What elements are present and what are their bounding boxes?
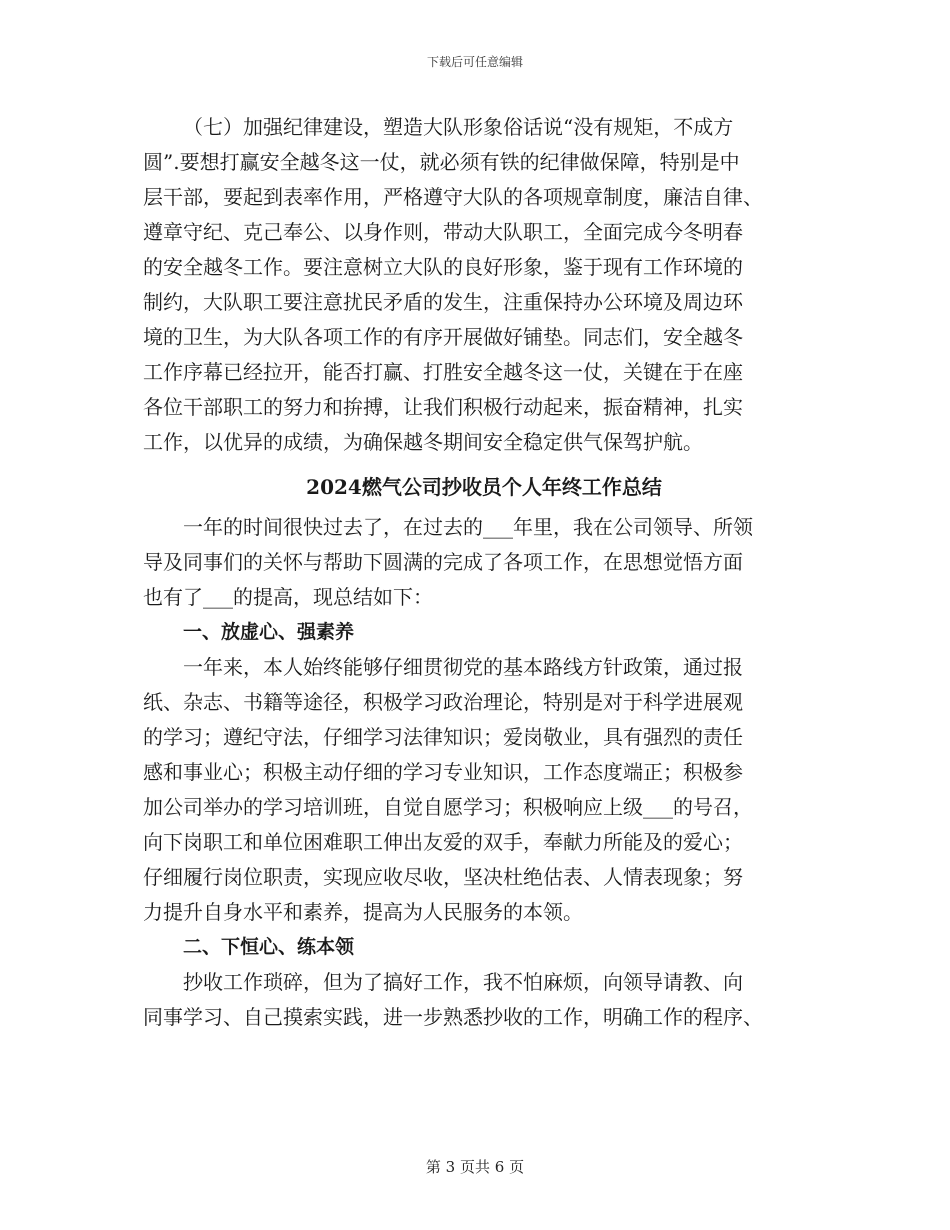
page-footer: 第 3 页共 6 页	[425, 1158, 525, 1176]
document-title: 2024燃气公司抄收员个人年终工作总结	[306, 475, 662, 499]
paragraph-line: 遵章守纪、克己奉公、以身作则，带动大队职工，全面完成今冬明春	[143, 220, 743, 244]
part-2-paragraph	[143, 965, 825, 1035]
paragraph-line: 一年来，本人始终能够仔细贯彻党的基本路线方针政策，通过报	[183, 655, 743, 679]
paragraph-line: 圆”.要想打赢安全越冬这一仗，就必须有铁的纪律做保障，特别是中	[143, 150, 740, 174]
paragraph-line: （七）加强纪律建设，塑造大队形象俗话说“没有规矩，不成方	[183, 115, 734, 139]
paragraph-line: 的安全越冬工作。要注意树立大队的良好形象，鉴于现有工作环境的	[143, 255, 743, 279]
paragraph-line: 境的卫生，为大队各项工作的有序开展做好铺垫。同志们，安全越冬	[143, 325, 743, 349]
paragraph-line: 层干部，要起到表率作用，严格遵守大队的各项规章制度，廉洁自律、	[143, 185, 763, 209]
paragraph-line: 一年的时间很快过去了，在过去的___年里，我在公司领导、所领	[183, 515, 753, 539]
document-body	[143, 110, 825, 1035]
section-heading-1: 一、放虚心、强素养	[183, 621, 355, 643]
paragraph-line: 导及同事们的关怀与帮助下圆满的完成了各项工作，在思想觉悟方面	[143, 550, 743, 574]
paragraph-line: 工作序幕已经拉开，能否打赢、打胜安全越冬这一仗，关键在于在座	[143, 360, 743, 384]
paragraph-line: 感和事业心；积极主动仔细的学习专业知识，工作态度端正；积极参	[143, 760, 743, 784]
page-header: 下载后可任意编辑	[426, 55, 523, 69]
paragraph-line: 仔细履行岗位职责，实现应收尽收，坚决杜绝估表、人情表现象；努	[143, 865, 743, 889]
paragraph-line: 制约，大队职工要注意扰民矛盾的发生，注重保持办公环境及周边环	[143, 290, 743, 314]
paragraph-line: 加公司举办的学习培训班，自觉自愿学习；积极响应上级___的号召，	[143, 795, 753, 819]
paragraph-line: 力提升自身水平和素养，提高为人民服务的本领。	[143, 900, 583, 924]
section-heading-2: 二、下恒心、练本领	[183, 936, 355, 958]
paragraph-line: 各位干部职工的努力和拚搏，让我们积极行动起来，振奋精神，扎实	[143, 395, 743, 419]
paragraph-line: 同事学习、自己摸索实践，进一步熟悉抄收的工作，明确工作的程序、	[143, 1005, 763, 1029]
intro-paragraph	[143, 510, 825, 615]
paragraph-line: 纸、杂志、书籍等途径，积极学习政治理论，特别是对于科学进展观	[143, 690, 743, 714]
section-7-paragraph	[143, 110, 825, 460]
paragraph-line: 也有了___的提高，现总结如下：	[143, 585, 433, 609]
paragraph-line: 抄收工作琐碎，但为了搞好工作，我不怕麻烦，向领导请教、向	[183, 970, 743, 994]
paragraph-line: 的学习；遵纪守法，仔细学习法律知识；爱岗敬业，具有强烈的责任	[143, 725, 743, 749]
paragraph-line: 向下岗职工和单位困难职工伸出友爱的双手，奉献力所能及的爱心；	[143, 830, 743, 854]
paragraph-line: 工作，以优异的成绩，为确保越冬期间安全稳定供气保驾护航。	[143, 430, 703, 454]
part-1-paragraph	[143, 650, 825, 930]
